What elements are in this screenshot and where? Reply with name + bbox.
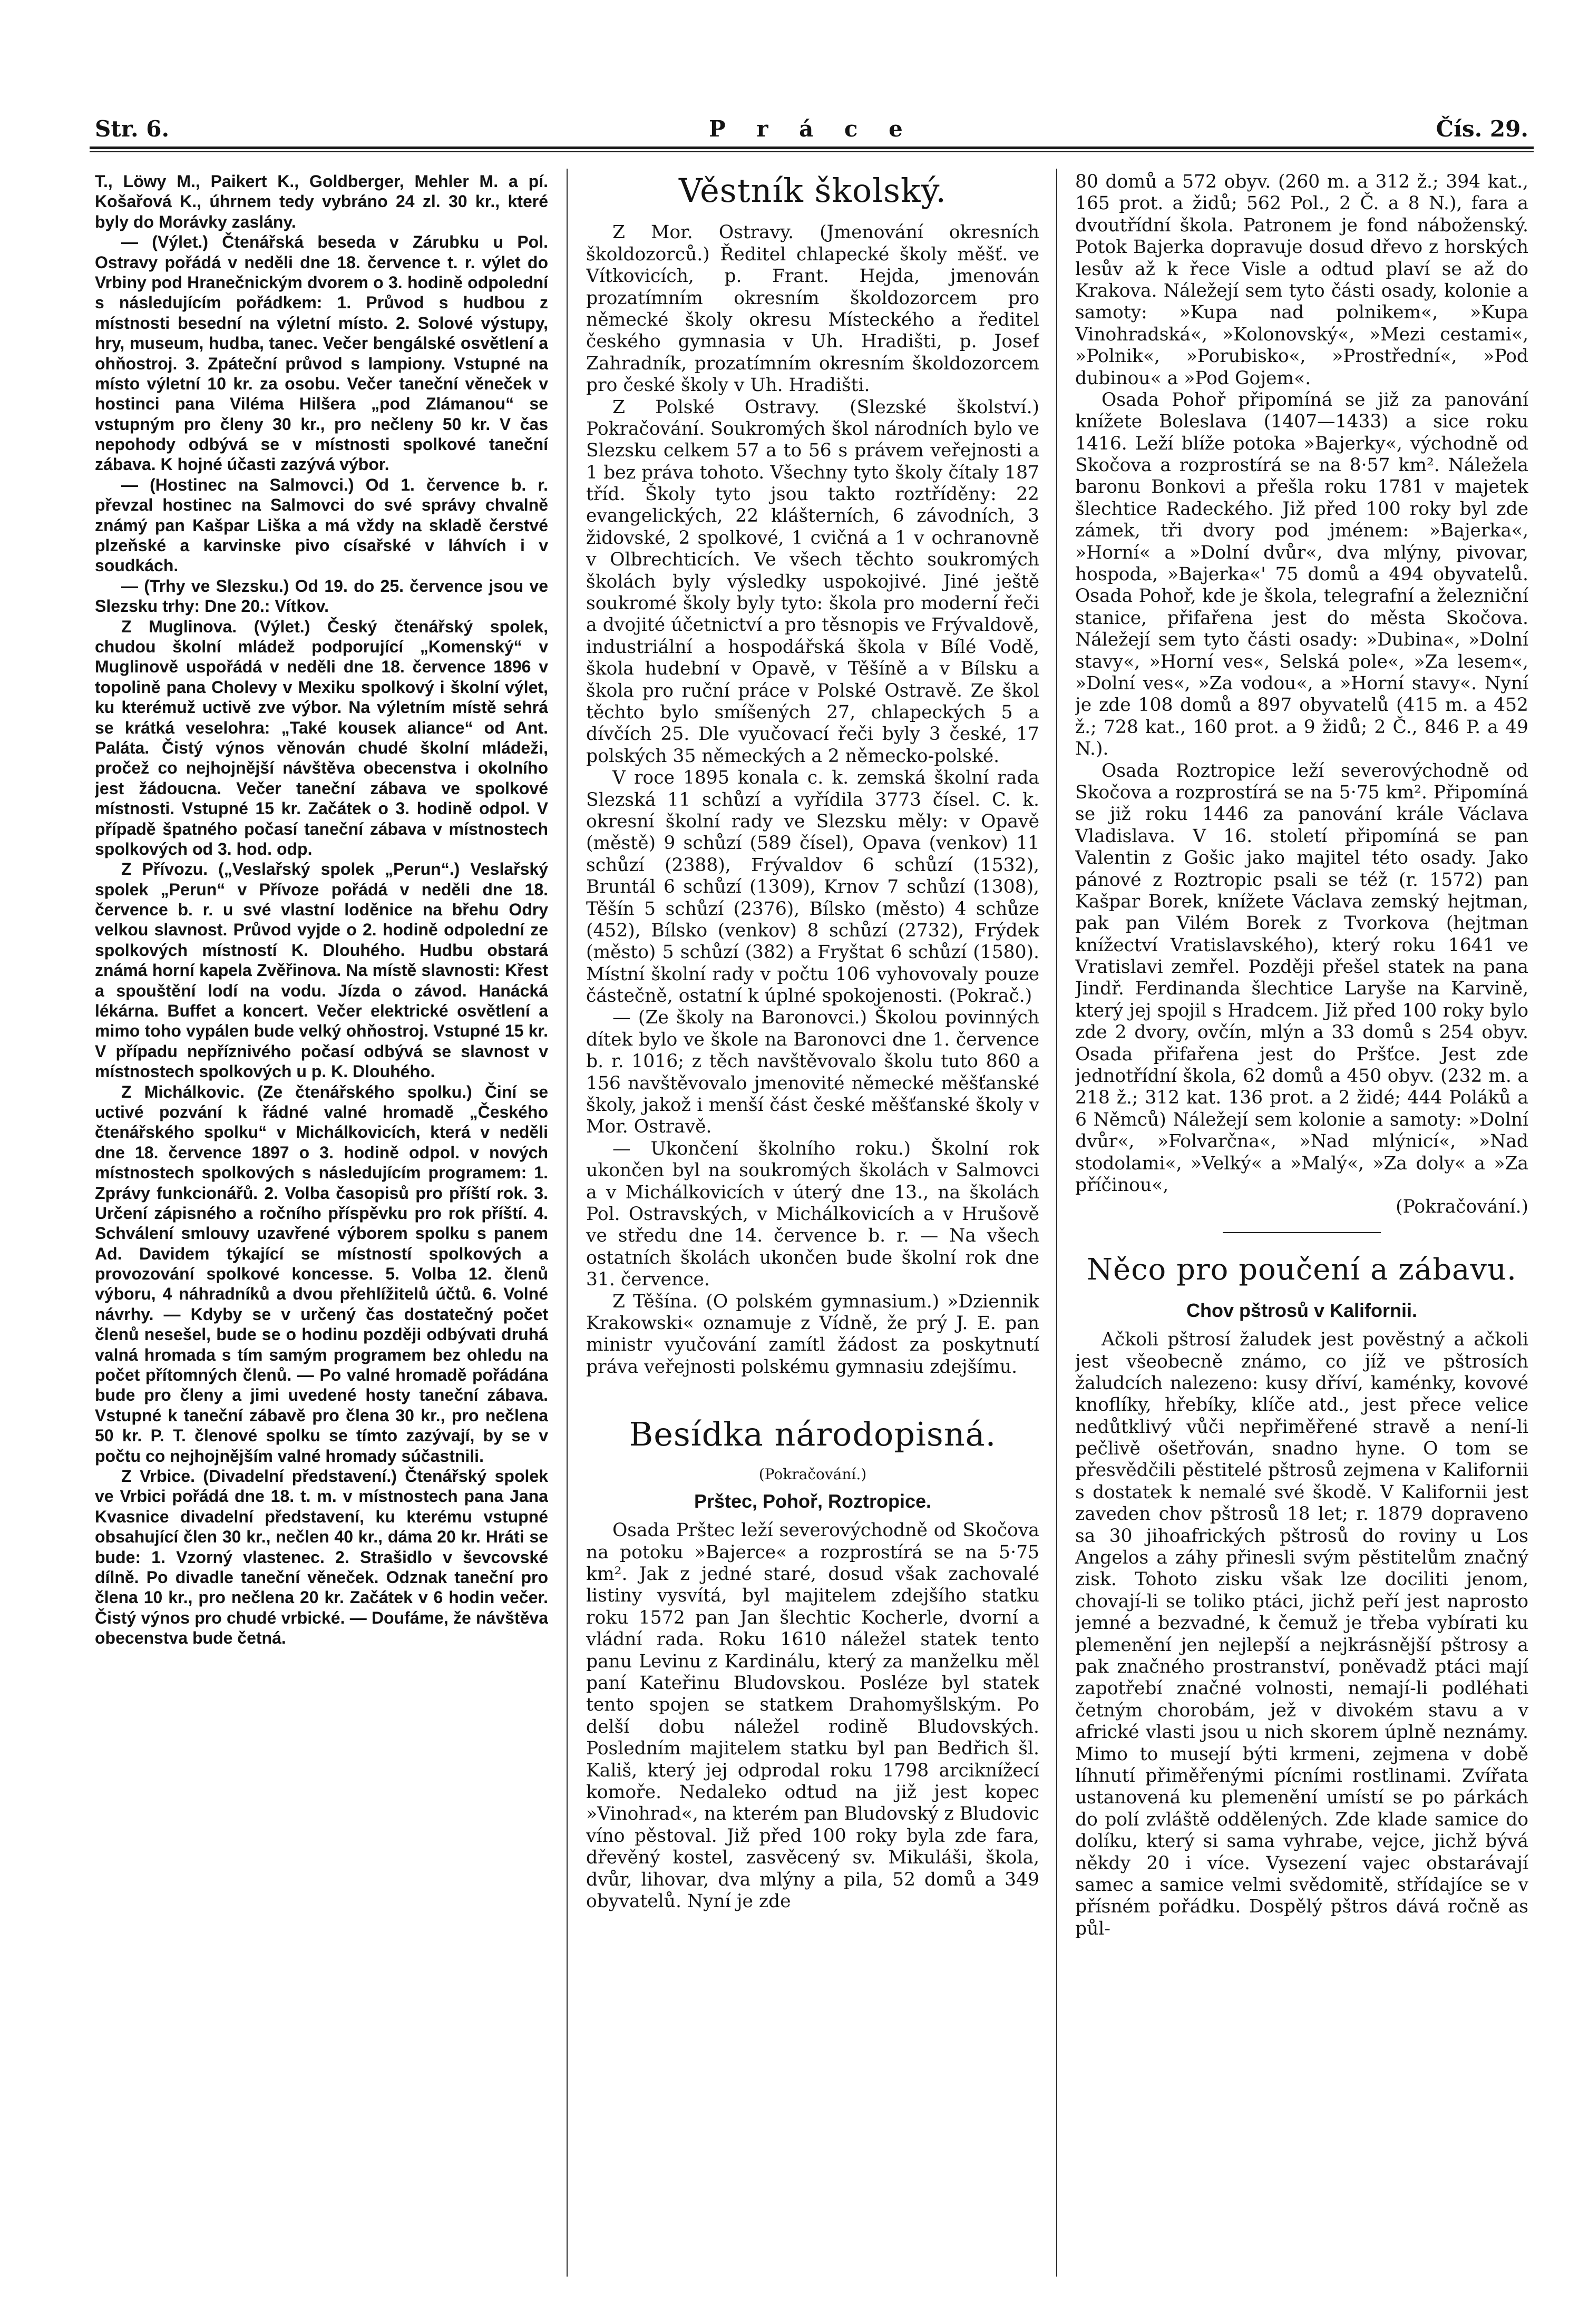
page-number: Str. 6.: [95, 116, 170, 142]
paragraph: Z Muglinova. (Výlet.) Český čtenářský spolek, chudou školní mládež podporující „Komenský“ v Muglinově uspořádá v neděli dne 18. července 1896 v topolině pana Cholevy v Mexiku spolkový i školní výlet, ku kterémuž uctivě zve výbor. Na výletním místě sehrá se krátká veselohra: „Také kousek aliance“ od Ant. Paláta. Čistý výnos věnován chudé školní mládeži, pročež co nejhojnější návštěva obecenstva i okolního jest žádoucna. Večer taneční zábava ve spolkové místnosti. Vstupné 15 kr. Začátek o 3. hodině odpol. V případě špatného počasí taneční zábava v místnostech spolkových od 3. hod. odp.: [95, 617, 548, 858]
paragraph: — (Hostinec na Salmovci.) Od 1. července b. r. převzal hostinec na Salmovci do své správy chvalně známý pan Kašpar Liška a má vždy na skladě čerstvé plzeňské a karvinske pivo císařské v láhvích i v soudkách.: [95, 475, 548, 575]
paragraph: V roce 1895 konala c. k. zemská školní rada Slezská 11 schůzí a vyřídila 3773 čísel. C. k. okresní školní rady ve Slezsku měly: v Opavě (městě) 9 schůzí (589 čísel), Opava (venkov) 11 schůzí (2388), Frývaldov 6 schůzí (1532), Bruntál 6 schůzí (1309), Krnov 7 schůzí (1308), Těšín 5 schůzí (2376), Bílsko (město) 4 schůze (452), Bílsko (venkov) 8 schůzí (2732), Frýdek (město) 5 schůzí (382) a Fryštat 6 schůzí (1580). Místní školní rady v počtu 106 vyhovovaly pouze částečně, ostatní k úplné spokojenosti. (Pokrač.): [586, 767, 1039, 1007]
continuation-note: (Pokračování.): [1396, 1196, 1528, 1218]
column-1: [95, 171, 548, 2269]
paragraph: Osada Prštec leží severovýchodně od Skočova na potoku »Bajerce« a rozprostírá se na 5·75 km². Jak z jedné staré, dosud však zachovalé listiny vysvítá, byl majitelem zdejšího statku roku 1572 pan Jan šlechtic Kocherle, dvorní a vládní rada. Roku 1610 náležel statek tento panu Levinu z Kardinálu, který za manželku měl paní Kateřinu Bludovskou. Posléze byl statek tento spojen se statkem Drahomyšlským. Po delší dobu náležel rodině Bludovských. Posledním majitelem statku byl pan Bedřich šl. Kališ, který jej odprodal roku 1798 arciknížecí komoře. Nedaleko odtud na již jest kopec »Vinohrad«, na kterém pan Bludovský z Bludovic víno pěstoval. Již před 100 roky byla zde fara, dřevěný kostel, zasvěcený sv. Mikuláši, škola, dvůr, lihovar, dva mlýny a pila, 52 domů a 349 obyvatelů. Nyní je zde: [586, 1520, 1039, 1912]
paragraph: Ačkoli pštrosí žaludek jest pověstný a ačkoli jest všeobecně známo, co jíž ve pštrosích žaludcích nalezeno: kusy dříví, kaménky, kovové knoflíky, hřebíky, klíče atd., jest přece velice nedůtklivý vůči nepřiměřené stravě a není-li pečlivě ošetřován, snadno hyne. O tom se přesvědčili pěstitelé pštrosů zejmena v Kalifornii s dostatek k nemalé své škodě. V Kalifornii jest zaveden chov pštrosů 18 let; r. 1879 dopraveno sa 30 jihoafrických pštrosů do roviny u Los Angelos a záhy přinesli svým pěstitelům značný zisk. Tohoto zisku však lze dociliti jenom, chovají-li se toliko ptáci, jichž peří jest naprosto jemné a bezvadné, k čemuž je třeba vybírati ku plemenění jen nejlepší a nejkrásnější pštrosy a pak značného prostranství, poněvadž ptáci mají zapotřebí značné volnosti, nemají-li podléhati četným chorobám, jež v divokém stavu a v africké vlasti jsou u nich skorem úplně neznámy. Mimo to musejí býti krmeni, zejmena v době líhnutí přiměřenými pícními rostlinami. Zvířata ustanovená ku plemenění umístí se po párkách do polí zvláště oddělených. Zde klade samice do dolíku, který si sama vyhrabe, vejce, jichž bývá někdy 20 i více. Vysezení vajec obstarávají samec a samice velmi svědomitě, střídajíce se v přísném pořádku. Dospělý pštros dává ročně as půl-: [1075, 1329, 1528, 1939]
issue-number: Čís. 29.: [1436, 116, 1528, 142]
page-header: [95, 116, 1528, 148]
paragraph: Z Michálkovic. (Ze čtenářského spolku.) Činí se uctivé pozvání k řádné valné hromadě „Českého čtenářského spolku“ v Michálkovicích, která v neděli dne 18. července 1897 o 3. hodině odpol. v nových místnostech spolkových s následujícím programem: 1. Zprávy funkcionářů. 2. Volba časopisů pro příští rok. 3. Určení zápisného a ročního příspěvku pro rok příští. 4. Schválení smlouvy uzavřené výborem spolku s panem Ad. Davidem týkající se místností spolkových a provozování spolkové koncesse. 5. Volba 12. členů výboru, 4 náhradníků a dvou přehlížitelů účtů. 6. Volné návrhy. — Kdyby se v určený čas dostatečný počet členů nesešel, bude se o hodinu později odbývati druhá valná hromada s tím samým programem bez ohledu na počet přítomných členů. — Po valné hromadě pořádána bude pro členy a jimi uvedené hosty taneční zábava. Vstupné k taneční zábavě pro člena 30 kr., pro nečlena 50 kr. P. T. členové spolku se tímto zazývají, by se v počtu co nejhojnějším valné hromady súčastnili.: [95, 1082, 548, 1466]
paragraph: Z Mor. Ostravy. (Jmenování okresních školdozorců.) Ředitel chlapecké školy měšť. ve Vítkovicích, p. Frant. Hejda, jmenován prozatímním okresním školdozorcem pro německé školy okresu Místeckého a ředitel českého gymnasia v Uh. Hradišti, p. Josef Zahradník, prozatímním okresním školdozorcem pro české školy v Uh. Hradišti.: [586, 222, 1039, 396]
paragraph: Z Vrbice. (Divadelní představení.) Čtenářský spolek ve Vrbici pořádá dne 18. t. m. v místnostech pana Jana Kvasnice divadelní představení, ku kterému vstupné obsahující člen 30 kr., nečlen 40 kr., dáma 20 kr. Hráti se bude: 1. Vzorný vlastenec. 2. Strašidlo v ševcovské dílně. Po divadle taneční věneček. Odznak taneční pro člena 10 kr., pro nečlena 20 kr. Začátek v 6 hodin večer. Čistý výnos pro chudé vrbické. — Doufáme, že návštěva obecenstva bude četná.: [95, 1467, 548, 1648]
paragraph: Osada Roztropice leží severovýchodně od Skočova a rozprostírá se na 5·75 km². Připomíná se již roku 1446 za panování krále Václava Vladislava. V 16. století připomíná se pan Valentin z Gošic jako majitel této osady. Jako pánové z Roztropic psali se též (r. 1572) pan Kašpar Borek, knížete Václava zemský hejtman, pak pan Vilém Borek z Tvorkova (hejtman knížectví Vratislavského), který roku 1641 ve Vratislavi zemřel. Později přešel statek na pana Jindř. Ferdinanda šlechtice Laryše na Karvině, který jej spojil s Hradcem. Již před 100 roky bylo zde 2 dvory, ovčín, mlýn a 33 domů s 254 obyv. Osada přifařena jest do Pršťce. Jest zde jednotřídní škola, 62 domů a 450 obyv. (232 m. a 218 ž.; 312 kat. 136 prot. a 2 židé; 444 Poláků a 6 Němců) Náležejí sem kolonie a samoty: »Dolní dvůr«, »Folvarčna«, »Nad mlýnicí«, »Nad stodolami«, »Velký« a »Malý«, »Za doly« a »Za příčinou«,: [1075, 760, 1528, 1196]
paragraph: — (Ze školy na Baronovci.) Školou povinných dítek bylo ve škole na Baronovci dne 1. července b. r. 1016; z těch navštěvovalo školu tuto 860 a 156 navštěvovalo jmenovité německé měšťanské školy, jakož i menší část české měšťanské školy v Mor. Ostravě.: [586, 1007, 1039, 1138]
column-3: [1075, 171, 1528, 2269]
section-heading-neco-pro-pouceni: Něco pro poučení a zábavu.: [1087, 1252, 1517, 1287]
article-subtitle: Prštec, Pohoř, Roztropice.: [694, 1490, 932, 1512]
divider: [1223, 1232, 1381, 1233]
column-divider-2: [1056, 169, 1057, 2277]
continuation-note: (Pokračování.): [758, 1466, 867, 1483]
paragraph: 80 domů a 572 obyv. (260 m. a 312 ž.; 394 kat., 165 prot. a židů; 562 Pol., 2 Č. a 8 N.), fara a dvoutřídní škola. Patronem je fond náboženský. Potok Bajerka dopravuje dosud dřevo z horských lesův až k řece Visle a odtud plaví se až do Krakova. Náležejí sem tyto části osady, kolonie a samoty: »Kupa nad polnikem«, »Kupa Vinohradská«, »Kolonovský«, »Mezi cestami«, »Polnik«, »Porubisko«, »Prostřední«, »Pod dubinou« a »Pod Gojem«.: [1075, 171, 1528, 389]
column-divider-1: [567, 169, 568, 2277]
paragraph: — (Trhy ve Slezsku.) Od 19. do 25. července jsou ve Slezsku trhy: Dne 20.: Vítkov.: [95, 576, 548, 616]
header-rule-thin: [90, 151, 1534, 152]
article-subtitle: Chov pštrosů v Kalifornii.: [1186, 1299, 1418, 1321]
paragraph: Z Přívozu. („Veslařský spolek „Perun“.) Veslařský spolek „Perun“ v Přívoze pořádá v neděli dne 18. července b. r. u své vlastní loděnice na břehu Odry velkou slavnost. Průvod vyjde o 2. hodině odpolední ze spolkových místností K. Dlouhého. Hudbu obstará známá horní kapela Zvěřinova. Na místě slavnosti: Křest a spouštění lodí na vodu. Jízda o závod. Hanácká lékárna. Buffet a koncert. Večer elektrické osvětlení a mimo toho vypálen bude velký ohňostroj. Vstupné 15 kr. V případu nepříznivého počasí odbývá se slavnost v místnostech spolkových u p. K. Dlouhého.: [95, 860, 548, 1081]
section-heading-besidka: Besídka národopisná.: [629, 1415, 997, 1454]
paragraph: Z Polské Ostravy. (Slezské školství.) Pokračování. Soukromých škol národních bylo ve Slezsku celkem 57 a to 56 s právem veřejnosti a 1 bez práva tohoto. Všechny tyto školy čítaly 187 tříd. Školy tyto jsou takto roztříděny: 22 evangelických, 22 klášterních, 6 závodních, 3 židovské, 2 spolkové, 1 cvičná a 1 v ochranovně v Olbrechticích. Ve všech těchto soukromých školách byly výsledky uspokojivé. Jiné ještě soukromé školy byly tyto: škola pro moderní řeči a dvojité účetnictví a pro těsnopis ve Frývaldově, industriální a hospodářská škola v Bílé Vodě, škola hudební v Opavě, v Těšíně a v Bílsku a škola pro ruční práce v Polské Ostravě. Ze škol těchto bylo smíšených 27, chlapeckých 5 a dívčích 25. Dle vyučovací řeči byly 3 české, 17 polských 35 německých a 2 německo-polské.: [586, 396, 1039, 767]
paragraph: T., Löwy M., Paikert K., Goldberger, Mehler M. a pí. Košařová K., úhrnem tedy vybráno 24 zl. 30 kr., které byly do Morávky zaslány.: [95, 172, 548, 231]
paragraph: Z Těšína. (O polském gymnasium.) »Dziennik Krakowski« oznamuje z Vídně, že prý J. E. pan ministr vyučování zamítl žádost za poskytnutí práva veřejnosti polskému gymnasiu zdejšímu.: [586, 1291, 1039, 1378]
header-rule: [90, 147, 1534, 149]
column-2: [586, 171, 1039, 2269]
section-heading-vestnik-skolsky: Věstník školský.: [679, 171, 947, 210]
paragraph: — Ukončení školního roku.) Školní rok ukončen byl na soukromých školách v Salmovci a v Michálkovicích v úterý dne 13., na školách Pol. Ostravských, v Michálkovicích a v Hrušově ve středu dne 14. července b. r. — Na všech ostatních školách ukončen bude školní rok dne 31. července.: [586, 1138, 1039, 1291]
paragraph: — (Výlet.) Čtenářská beseda v Zárubku u Pol. Ostravy pořádá v neděli dne 18. července t. r. výlet do Vrbiny pod Hranečnickým dvorem o 3. hodině odpolední s následujícím pořádkem: 1. Průvod s hudbou z místnosti besední na výletní místo. 2. Solové výstupy, hry, museum, hudba, tanec. Večer bengálské osvětlení a ohňostroj. 3. Zpáteční průvod s lampiony. Vstupné na místo výletní 10 kr. za osobu. Večer taneční věneček v hostinci pana Viléma Hilšera „pod Zlámanou“ se vstupným pro členy 30 kr., pro nečleny 50 kr. V čas nepohody odbývá se v místnosti spolkové taneční zábava. K hojné účasti zazývá výbor.: [95, 232, 548, 474]
newspaper-title: P r á c e: [709, 116, 914, 142]
paragraph: Osada Pohoř připomíná se již za panování knížete Boleslava (1407—1433) a sice roku 1416. Leží blíže potoka »Bajerky«, východně od Skočova a rozprostírá se na 8·57 km². Náležela baronu Bonkovi a přešla roku 1781 v majetek šlechtice Radeckého. Již před 100 roky byl zde zámek, tři dvory pod jménem: »Bajerka«, »Horní« a »Dolní dvůr«, dva mlýny, pivovar, hospoda, »Bajerka«' 75 domů a 494 obyvatelů. Osada Pohoř, kde je škola, telegrafní a železniční stanice, přifařena jest do města Skočova. Náležejí sem tyto části osady: »Dubina«, »Dolní stavy«, »Horní ves«, Selská pole«, »Za lesem«, »Dolní ves«, »Za vodou«, a »Horní stavy«. Nyní je zde 108 domů a 897 obyvatelů (415 m. a 452 ž.; 728 kat., 160 prot. a 9 židů; 2 Č., 846 P. a 49 N.).: [1075, 389, 1528, 760]
